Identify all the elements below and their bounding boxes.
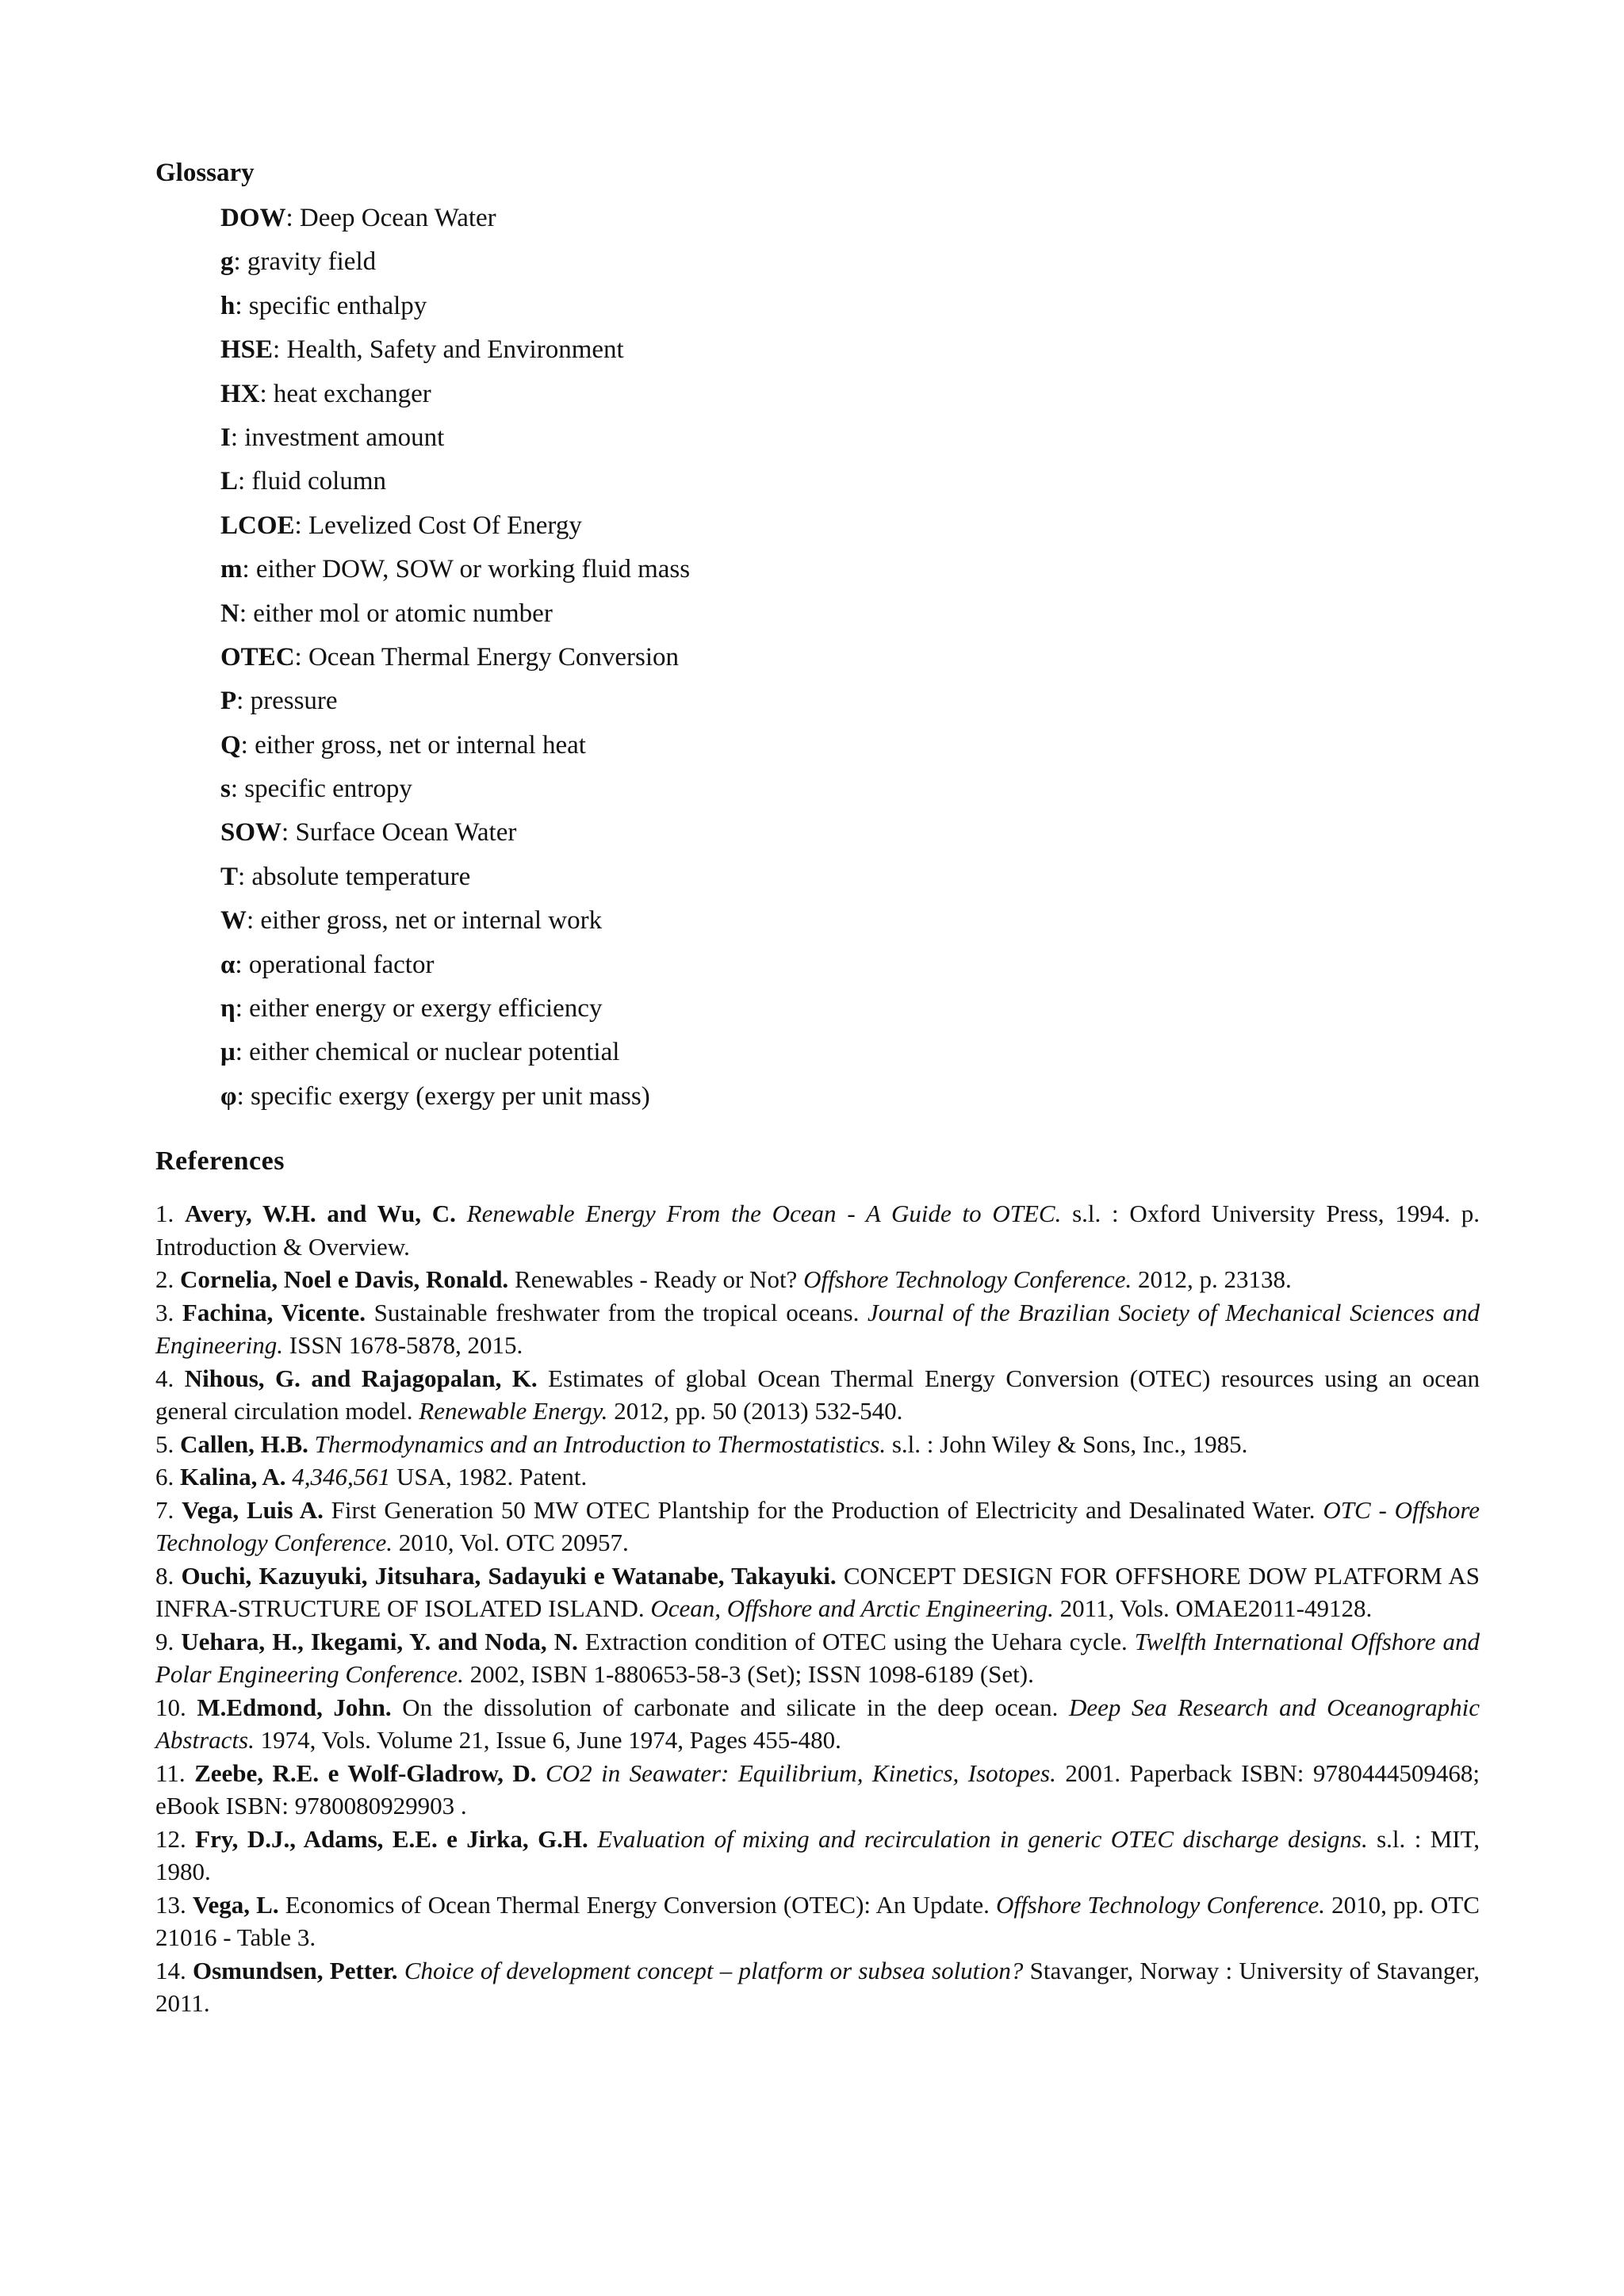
glossary-term: α [220,950,236,979]
glossary-definition: : absolute temperature [238,862,471,891]
glossary-heading: Glossary [155,159,255,187]
reference-source: Renewable Energy From the Ocean - A Guide to OTEC. [466,1200,1062,1227]
reference-number: 4. [155,1364,185,1392]
reference-text [588,1825,597,1853]
reference-author: Fry, D.J., Adams, E.E. e Jirka, G.H. [195,1824,588,1853]
reference-details: 2010, pp. OTC 21016 - Table 3. [155,1890,1480,1951]
reference-details: s.l. : MIT, 1980. [155,1824,1480,1885]
glossary-item [220,504,690,548]
reference-details: USA, 1982. Patent. [390,1463,588,1490]
reference-author: M.Edmond, John. [197,1693,392,1721]
glossary-definition: : specific entropy [230,775,412,804]
reference-source: Twelfth International Offshore and Polar Engineering Conference. [155,1627,1480,1688]
reference-text [456,1200,467,1227]
glossary-term: OTEC [220,642,295,672]
reference-text: Sustainable freshwater from the tropical oceans. [365,1298,868,1326]
reference-item [155,1494,1480,1559]
reference-number: 14. [155,1956,193,1984]
reference-number: 5. [155,1429,180,1458]
glossary-item [220,855,690,899]
glossary-item [220,373,690,416]
reference-text: Economics of Ocean Thermal Energy Conversion (OTEC): An Update. [278,1890,996,1919]
glossary-item [220,724,690,767]
glossary-term: h [220,291,236,320]
reference-item [155,1460,1480,1494]
reference-details: 2002, ISBN 1-880653-58-3 (Set); ISSN 1098-6189 (Set). [463,1660,1034,1688]
reference-number: 10. [155,1693,197,1721]
reference-text: Renewables - Ready or Not? [508,1265,804,1293]
glossary-definition: : Deep Ocean Water [285,204,496,232]
reference-item [155,1559,1480,1625]
reference-item [155,1362,1480,1428]
glossary-term: m [220,555,243,584]
reference-number: 12. [155,1824,196,1853]
reference-source: Offshore Technology Conference. [803,1265,1132,1293]
reference-author: Cornelia, Noel e Davis, Ronald. [180,1265,509,1293]
reference-details: 2012, p. 23138. [1132,1265,1292,1293]
reference-source: Journal of the Brazilian Society of Mechanical Sciences and Engineering. [155,1298,1480,1359]
reference-source: Evaluation of mixing and recirculation in generic OTEC discharge designs. [597,1824,1368,1853]
glossary-term: DOW [220,204,286,232]
glossary-item [220,1075,690,1119]
reference-number: 7. [155,1495,182,1524]
glossary-term: Q [220,730,241,760]
glossary-term: N [220,599,239,628]
glossary-item [220,1031,690,1074]
reference-item [155,1625,1480,1691]
reference-item [155,1954,1480,2020]
reference-text [537,1759,546,1787]
glossary-term: η [220,994,236,1024]
reference-author: Osmundsen, Petter. [193,1956,398,1984]
reference-details: s.l. : Oxford University Press, 1994. p. Introduction & Overview. [155,1200,1480,1261]
glossary-definition: : either mol or atomic number [239,599,553,628]
glossary-item [220,987,690,1031]
glossary-term: LCOE [220,511,295,540]
glossary-definition: : investment amount [230,423,445,452]
reference-details: 2010, Vol. OTC 20957. [393,1529,629,1556]
glossary-item [220,811,690,855]
glossary-term: P [220,687,237,716]
glossary-definition: : either chemical or nuclear potential [235,1038,620,1067]
glossary-item [220,240,690,284]
glossary-item [220,767,690,811]
reference-author: Ouchi, Kazuyuki, Jitsuhara, Sadayuki e Watanabe, Takayuki. [181,1561,837,1590]
glossary-term: s [220,775,231,804]
reference-author: Nihous, G. and Rajagopalan, K. [184,1364,538,1392]
glossary-definition: : either energy or exergy efficiency [235,994,603,1024]
reference-source: OTC - Offshore Technology Conference. [155,1495,1480,1556]
glossary-term: μ [220,1038,236,1067]
reference-source: Thermodynamics and an Introduction to Thermostatistics. [314,1429,887,1458]
glossary-list [220,197,690,1119]
glossary-definition: : either gross, net or internal work [247,906,603,936]
reference-item [155,1296,1480,1362]
glossary-term: HX [220,379,260,408]
glossary-term: I [220,423,231,452]
glossary-item [220,285,690,328]
glossary-item [220,460,690,503]
reference-number: 6. [155,1463,180,1490]
reference-details: 1974, Vols. Volume 21, Issue 6, June 1974, Pages 455-480. [254,1726,841,1754]
reference-source: Ocean, Offshore and Arctic Engineering. [650,1594,1054,1622]
reference-details: 2012, pp. 50 (2013) 532-540. [607,1397,903,1425]
glossary-definition: : either DOW, SOW or working fluid mass [242,555,691,584]
glossary-term: HSE [220,335,274,365]
reference-number: 11. [155,1758,195,1787]
reference-text: CONCEPT DESIGN FOR OFFSHORE DOW PLATFORM AS INFRA-STRUCTURE OF ISOLATED ISLAND. [155,1561,1480,1622]
glossary-item [220,592,690,636]
glossary-definition: : heat exchanger [259,379,431,408]
reference-number: 3. [155,1298,182,1326]
reference-text [308,1430,315,1458]
glossary-definition: : Surface Ocean Water [282,818,517,848]
glossary-definition: : either gross, net or internal heat [240,730,586,760]
reference-number: 9. [155,1627,182,1655]
glossary-item [220,548,690,591]
reference-text: On the dissolution of carbonate and silicate in the deep ocean. [391,1693,1069,1721]
reference-source: Choice of development concept – platform or subsea solution? [404,1956,1024,1984]
glossary-term: g [220,247,234,277]
glossary-definition: : Health, Safety and Environment [273,335,624,365]
glossary-item [220,943,690,987]
reference-number: 1. [155,1200,186,1227]
glossary-definition: : Ocean Thermal Energy Conversion [294,642,680,672]
reference-text: Extraction condition of OTEC using the Uehara cycle. [577,1627,1135,1655]
reference-number: 2. [155,1265,180,1293]
reference-details: s.l. : John Wiley & Sons, Inc., 1985. [886,1429,1248,1458]
references-list [155,1197,1480,2020]
reference-item [155,1197,1480,1263]
glossary-item [220,416,690,460]
glossary-definition: : gravity field [233,247,377,277]
reference-number: 13. [155,1890,193,1919]
reference-number: 8. [155,1561,182,1590]
glossary-item [220,636,690,679]
reference-author: Uehara, H., Ikegami, Y. and Noda, N. [181,1627,578,1655]
reference-source: 4,346,561 [292,1463,391,1490]
reference-source: Renewable Energy. [419,1397,608,1425]
glossary-term: SOW [220,818,282,848]
reference-author: Vega, Luis A. [182,1495,324,1524]
reference-author: Avery, W.H. and Wu, C. [185,1200,456,1227]
glossary-definition: : specific exergy (exergy per unit mass) [236,1081,650,1111]
reference-item [155,1757,1480,1823]
glossary-term: T [220,862,239,891]
glossary-item [220,328,690,372]
reference-item [155,1428,1480,1461]
glossary-term: L [220,467,239,496]
reference-details: 2001. Paperback ISBN: 9780444509468; eBook ISBN: 9780080929903 . [155,1758,1480,1820]
glossary-term: φ [220,1081,237,1111]
reference-source: Offshore Technology Conference. [996,1890,1325,1919]
reference-author: Kalina, A. [180,1463,286,1490]
glossary-definition: : operational factor [235,950,435,979]
glossary-definition: : pressure [236,687,338,716]
reference-author: Zeebe, R.E. e Wolf-Gladrow, D. [194,1758,537,1787]
reference-text [398,1957,404,1984]
reference-author: Fachina, Vicente. [182,1298,366,1326]
reference-text: First Generation 50 MW OTEC Plantship for the Production of Electricity and Desalinated Water. [323,1495,1323,1524]
reference-details: ISSN 1678-5878, 2015. [283,1331,523,1359]
reference-source: Deep Sea Research and Oceanographic Abstracts. [155,1693,1480,1754]
glossary-definition: : Levelized Cost Of Energy [294,511,582,540]
reference-author: Callen, H.B. [180,1429,308,1458]
glossary-item [220,899,690,943]
reference-author: Vega, L. [192,1890,279,1919]
glossary-definition: : fluid column [238,467,386,496]
glossary-term: W [220,906,247,936]
glossary-item [220,679,690,723]
reference-item [155,1263,1480,1296]
reference-details: Stavanger, Norway : University of Stavanger, 2011. [155,1956,1480,2017]
reference-text: Estimates of global Ocean Thermal Energy Conversion (OTEC) resources using an ocean general circulation model. [155,1364,1480,1425]
reference-item [155,1823,1480,1888]
glossary-definition: : specific enthalpy [235,291,427,320]
reference-item [155,1888,1480,1954]
reference-details: 2011, Vols. OMAE2011-49128. [1053,1594,1373,1622]
reference-item [155,1691,1480,1757]
reference-source: CO2 in Seawater: Equilibrium, Kinetics, Isotopes. [546,1758,1056,1787]
glossary-item [220,197,690,240]
references-heading: References [155,1146,285,1176]
